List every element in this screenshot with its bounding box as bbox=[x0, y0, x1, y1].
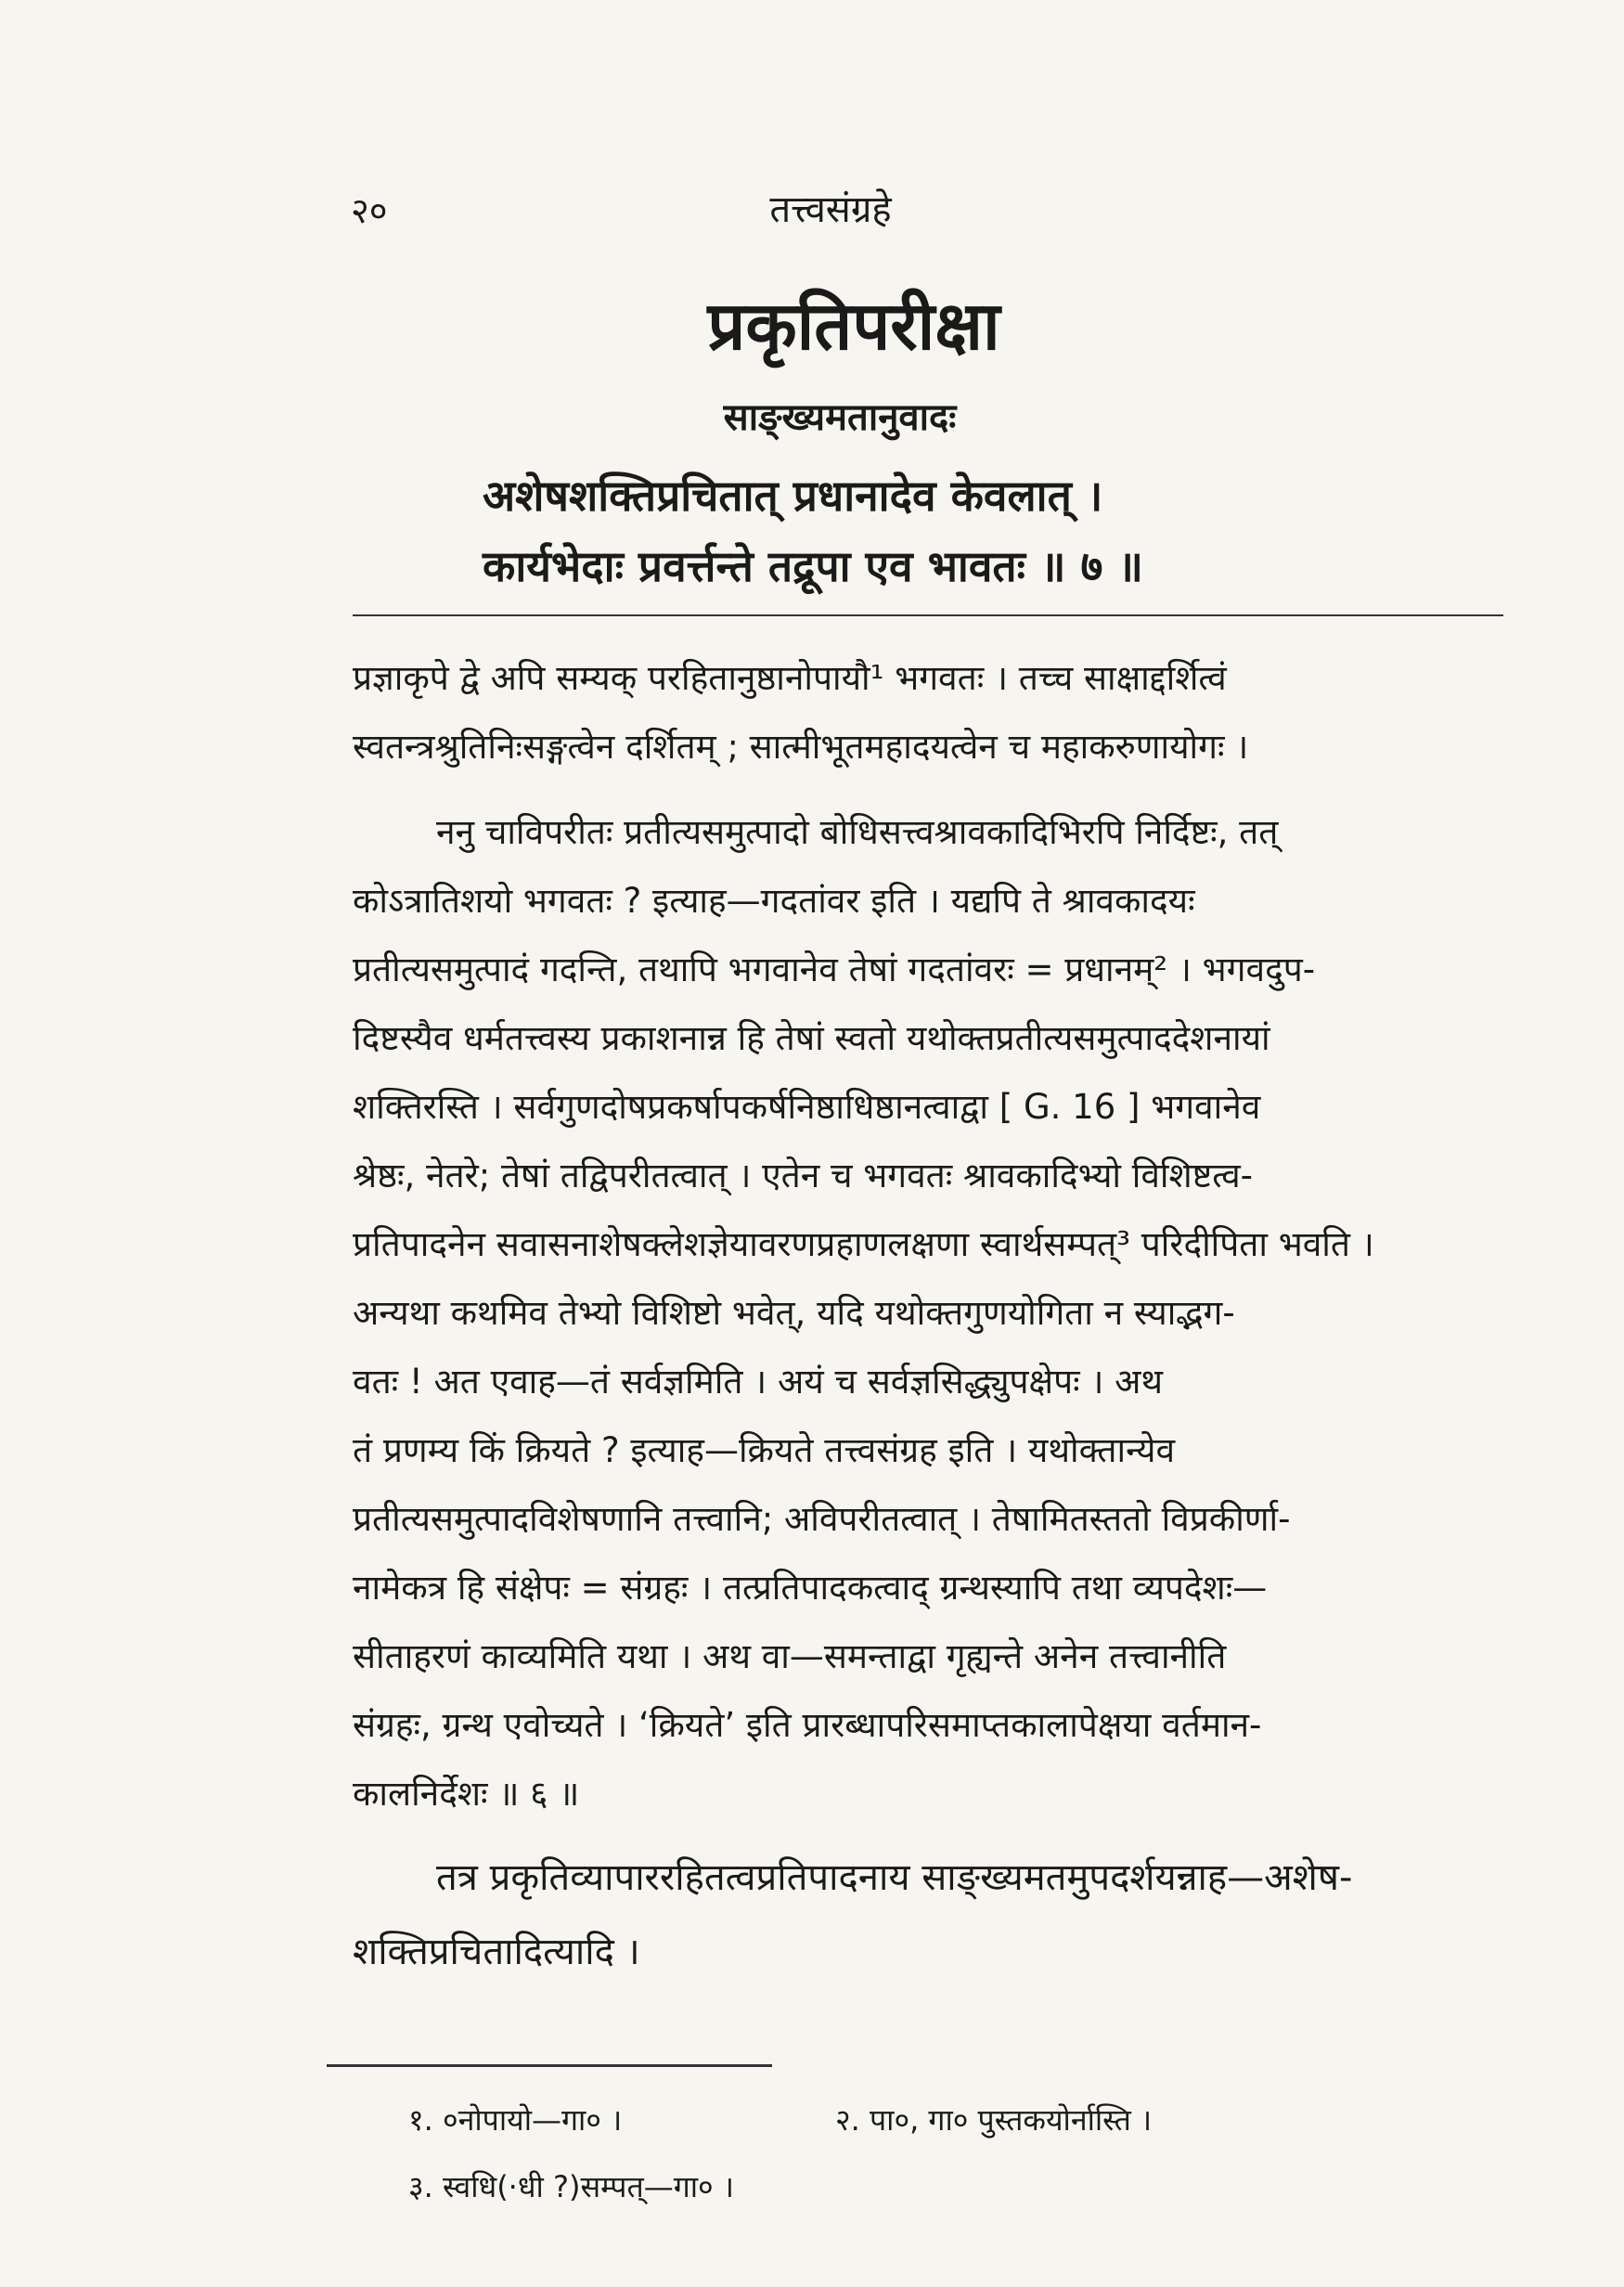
commentary-line: संग्रहः, ग्रन्थ एवोच्यते । ‘क्रियते’ इति प्रारब्धापरिसमाप्तकालापेक्षया वर्तमान- bbox=[353, 1705, 1262, 1745]
running-head: तत्त्वसंग्रहे bbox=[769, 188, 892, 231]
footnote: १. ०नोपायो—गा० । bbox=[408, 2102, 623, 2138]
commentary-line: शक्तिरस्ति । सर्वगुणदोषप्रकर्षापकर्षनिष्ठाधिष्ठानत्वाद्वा [ G. 16 ] भगवानेव bbox=[353, 1087, 1261, 1127]
page-number: २० bbox=[351, 190, 388, 231]
commentary-line: प्रतिपादनेन सवासनाशेषक्लेशज्ञेयावरणप्रहाणलक्षणा स्वार्थसम्पत्³ परिदीपिता भवति । bbox=[353, 1224, 1374, 1264]
commentary-line: अन्यथा कथमिव तेभ्यो विशिष्टो भवेत्, यदि यथोक्तगुणयोगिता न स्याद्भग- bbox=[353, 1293, 1235, 1333]
header-rule bbox=[353, 614, 1503, 616]
commentary-line: तं प्रणम्य किं क्रियते ? इत्याह—क्रियते तत्त्वसंग्रह इति । यथोक्तान्येव bbox=[353, 1430, 1176, 1470]
footnote: ३. स्वधि(·धी ?)सम्पत्—गा० । bbox=[408, 2169, 734, 2204]
commentary-line: कालनिर्देशः ॥ ६ ॥ bbox=[353, 1774, 580, 1814]
commentary-line: प्रतीत्यसमुत्पादं गदन्ति, तथापि भगवानेव तेषां गदतांवरः = प्रधानम्² । भगवदुप- bbox=[353, 950, 1316, 989]
commentary-line: सीताहरणं काव्यमिति यथा । अथ वा—समन्ताद्वा गृह्यन्ते अनेन तत्त्वानीति bbox=[353, 1636, 1227, 1676]
commentary-line: तत्र प्रकृतिव्यापाररहितत्वप्रतिपादनाय साङ्ख्यमतमुपदर्शयन्नाह—अशेष- bbox=[436, 1856, 1353, 1899]
verse-line: कार्यभेदाः प्रवर्त्तन्ते तद्रूपा एव भावतः ॥ ७ ॥ bbox=[483, 541, 1143, 591]
chapter-title: प्रकृतिपरीक्षा bbox=[707, 287, 1000, 365]
commentary-line: स्वतन्त्रश्रुतिनिःसङ्गत्वेन दर्शितम् ; सात्मीभूतमहादयत्वेन च महाकरुणायोगः । bbox=[353, 727, 1249, 767]
commentary-line: नामेकत्र हि संक्षेपः = संग्रहः । तत्प्रतिपादकत्वाद् ग्रन्थस्यापि तथा व्यपदेशः— bbox=[353, 1568, 1268, 1608]
commentary-line: दिष्टस्यैव धर्मतत्त्वस्य प्रकाशनान्न हि तेषां स्वतो यथोक्तप्रतीत्यसमुत्पाददेशनायां bbox=[353, 1018, 1270, 1058]
commentary-line: कोऽत्रातिशयो भगवतः ? इत्याह—गदतांवर इति । यद्यपि ते श्रावकादयः bbox=[353, 881, 1195, 921]
verse-line: अशेषशक्तिप्रचितात् प्रधानादेव केवलात् । bbox=[483, 471, 1103, 521]
commentary-line: श्रेष्ठः, नेतरे; तेषां तद्विपरीतत्वात् । एतेन च भगवतः श्रावकादिभ्यो विशिष्टत्व- bbox=[353, 1156, 1254, 1195]
footnote-rule bbox=[327, 2064, 772, 2067]
section-subtitle: साङ्ख्यमतानुवादः bbox=[723, 396, 957, 439]
commentary-line: शक्तिप्रचितादित्यादि । bbox=[353, 1931, 640, 1973]
commentary-line: वतः ! अत एवाह—तं सर्वज्ञमिति । अयं च सर्वज्ञसिद्ध्युपक्षेपः । अथ bbox=[353, 1362, 1164, 1402]
commentary-line: ननु चाविपरीतः प्रतीत्यसमुत्पादो बोधिसत्त्वश्रावकादिभिरपि निर्दिष्टः, तत् bbox=[436, 812, 1279, 852]
footnote: २. पा०, गा० पुस्तकयोर्नास्ति । bbox=[835, 2102, 1153, 2138]
commentary-line: प्रज्ञाकृपे द्वे अपि सम्यक् परहितानुष्ठानोपायौ¹ भगवतः । तच्च साक्षाद्दर्शित्वं bbox=[353, 658, 1227, 698]
commentary-line: प्रतीत्यसमुत्पादविशेषणानि तत्त्वानि; अविपरीतत्वात् । तेषामितस्ततो विप्रकीर्णा- bbox=[353, 1499, 1291, 1539]
